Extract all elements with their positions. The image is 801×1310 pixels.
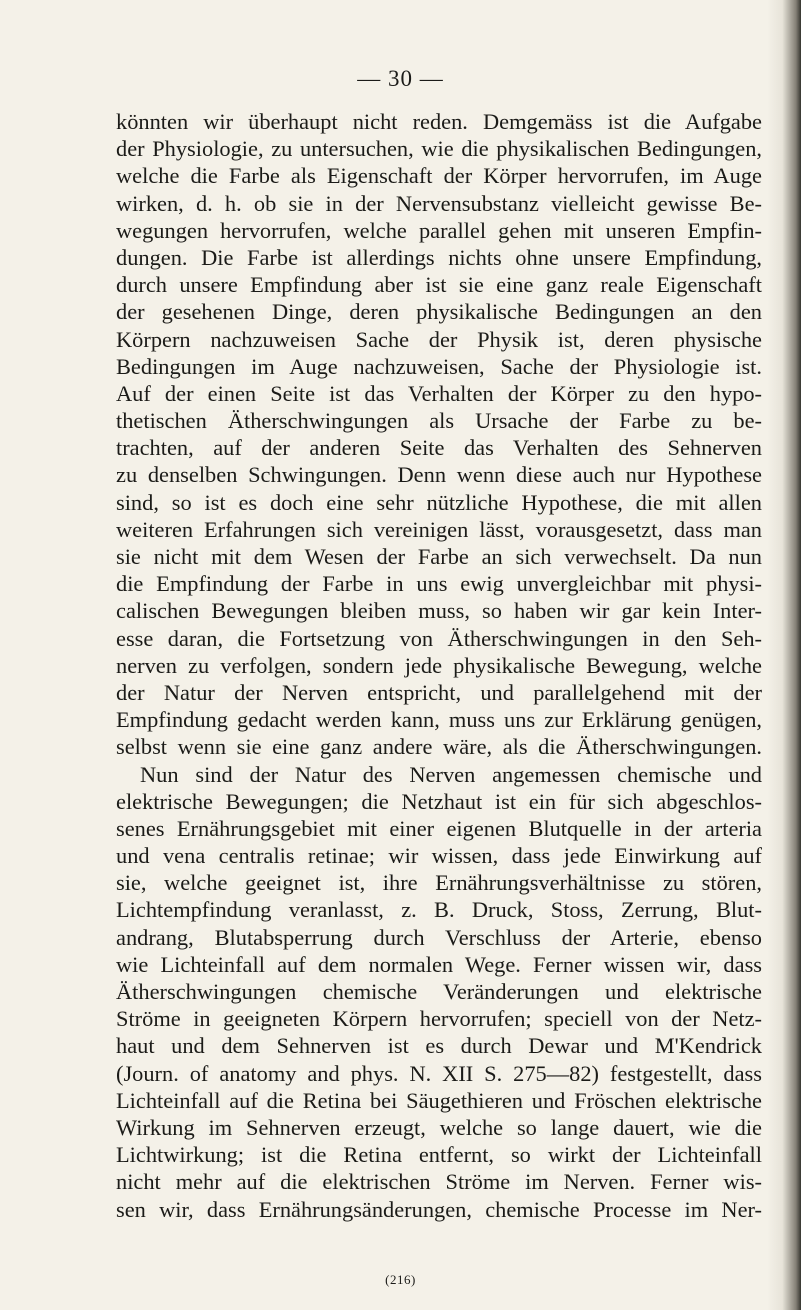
text-line: haut und dem Sehnerven ist es durch Dewar und M'Kendrick: [116, 1033, 762, 1059]
text-line: der Natur der Nerven entspricht, und parallelgehend mit der: [116, 679, 762, 705]
text-line: zu denselben Schwingungen. Denn wenn diese auch nur Hypothese: [116, 462, 762, 488]
text-line: Lichtempfindung veranlasst, z. B. Druck, Stoss, Zerrung, Blut-: [116, 897, 762, 923]
text-line: Lichteinfall auf die Retina bei Säugethieren und Fröschen elektrische: [116, 1087, 762, 1113]
text-line: selbst wenn sie eine ganz andere wäre, als die Ätherschwingungen.: [116, 734, 762, 760]
text-line: sie, welche geeignet ist, ihre Ernährungsverhältnisse zu stören,: [116, 870, 762, 896]
text-line: calischen Bewegungen bleiben muss, so haben wir gar kein Inter-: [116, 598, 762, 624]
paragraph-start-line: Nun sind der Natur des Nerven angemessen chemische und: [140, 761, 762, 787]
text-line: und vena centralis retinae; wir wissen, dass jede Einwirkung auf: [116, 843, 762, 869]
text-line: der gesehenen Dinge, deren physikalische Bedingungen an den: [116, 299, 762, 325]
text-line: Lichtwirkung; ist die Retina entfernt, so wirkt der Lichteinfall: [116, 1142, 762, 1168]
text-line: Wirkung im Sehnerven erzeugt, welche so lange dauert, wie die: [116, 1114, 762, 1140]
text-line: durch unsere Empfindung aber ist sie eine ganz reale Eigenschaft: [116, 272, 762, 298]
text-line: wirken, d. h. ob sie in der Nervensubstanz vielleicht gewisse Be-: [116, 190, 762, 216]
text-line: Ströme in geeigneten Körpern hervorrufen; speciell von der Netz-: [116, 1006, 762, 1032]
text-line: welche die Farbe als Eigenschaft der Körper hervorrufen, im Auge: [116, 163, 762, 189]
text-line: senes Ernährungsgebiet mit einer eigenen Blutquelle in der arteria: [116, 815, 762, 841]
text-line: Körpern nachzuweisen Sache der Physik ist, deren physische: [116, 326, 762, 352]
text-line: Ätherschwingungen chemische Veränderungen und elektrische: [116, 979, 762, 1004]
text-line: sie nicht mit dem Wesen der Farbe an sich verwechselt. Da nun: [116, 544, 762, 569]
text-line: thetischen Ätherschwingungen als Ursache der Farbe zu be-: [116, 408, 762, 434]
text-line: Empfindung gedacht werden kann, muss uns zur Erklärung genügen,: [116, 707, 762, 733]
text-line: könnten wir überhaupt nicht reden. Demgemäss ist die Aufgabe: [116, 109, 762, 134]
page-edge-shadow: [767, 0, 801, 1310]
text-line: die Empfindung der Farbe in uns ewig unvergleichbar mit physi-: [116, 571, 762, 597]
text-line: nerven zu verfolgen, sondern jede physikalische Bewegung, welche: [116, 652, 762, 678]
text-line: wegungen hervorrufen, welche parallel gehen mit unseren Empfin-: [116, 217, 762, 243]
text-line: Bedingungen im Auge nachzuweisen, Sache der Physiologie ist.: [116, 353, 762, 379]
text-line: dungen. Die Farbe ist allerdings nichts ohne unsere Empfindung,: [116, 244, 762, 270]
text-line: elektrische Bewegungen; die Netzhaut ist ein für sich abgeschlos-: [116, 788, 762, 814]
body-text: [116, 108, 762, 1223]
text-line: sind, so ist es doch eine sehr nützliche Hypothese, die mit allen: [116, 489, 762, 515]
page-number: — 30 —: [357, 66, 444, 91]
text-line: Auf der einen Seite ist das Verhalten der Körper zu den hypo-: [116, 380, 762, 406]
text-line: weiteren Erfahrungen sich vereinigen lässt, vorausgesetzt, dass man: [116, 516, 762, 542]
text-line: andrang, Blutabsperrung durch Verschluss der Arterie, ebenso: [116, 924, 762, 950]
text-line: wie Lichteinfall auf dem normalen Wege. Ferner wissen wir, dass: [116, 951, 762, 977]
text-line: trachten, auf der anderen Seite das Verhalten des Sehnerven: [116, 435, 762, 461]
text-line: der Physiologie, zu untersuchen, wie die physikalischen Bedingungen,: [116, 136, 762, 162]
printer-signature: (216): [385, 1272, 416, 1287]
text-line: (Journ. of anatomy and phys. N. XII S. 275—82) festgestellt, dass: [116, 1060, 762, 1086]
text-line: sen wir, dass Ernährungsänderungen, chemische Processe im Ner-: [116, 1196, 762, 1222]
text-line: nicht mehr auf die elektrischen Ströme im Nerven. Ferner wis-: [116, 1169, 762, 1195]
text-line: esse daran, die Fortsetzung von Ätherschwingungen in den Seh-: [116, 625, 762, 651]
